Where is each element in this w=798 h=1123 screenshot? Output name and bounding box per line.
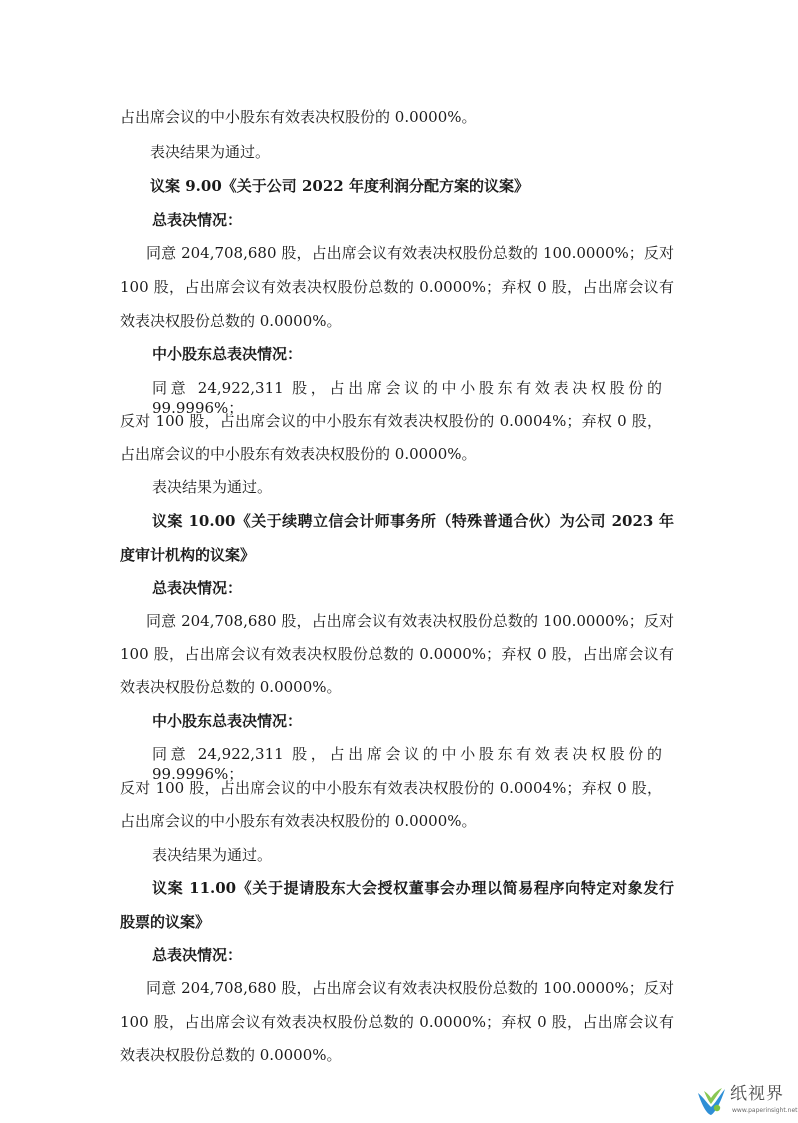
paragraph-line: 100 股，占出席会议有效表决权股份总数的 0.0000%；弃权 0 股，占出席会议有 bbox=[120, 1013, 674, 1031]
total-vote-heading: 总表决情况： bbox=[152, 211, 243, 229]
paragraph-line: 同意 24,922,311 股，占出席会议的中小股东有效表决权股份的 99.9996%； bbox=[152, 745, 662, 783]
paragraph-line: 占出席会议的中小股东有效表决权股份的 0.0000%。 bbox=[120, 445, 477, 463]
watermark-logo bbox=[694, 1082, 798, 1122]
paragraph-line: 反对 100 股，占出席会议的中小股东有效表决权股份的 0.0004%；弃权 0 股， bbox=[120, 412, 662, 430]
minority-vote-heading: 中小股东总表决情况： bbox=[152, 345, 303, 363]
paragraph-line: 反对 100 股，占出席会议的中小股东有效表决权股份的 0.0004%；弃权 0 股， bbox=[120, 779, 662, 797]
paragraph-line: 同意 204,708,680 股，占出席会议有效表决权股份总数的 100.0000%；反对 bbox=[146, 979, 674, 997]
paragraph-line: 同意 24,922,311 股，占出席会议的中小股东有效表决权股份的 99.9996%； bbox=[152, 379, 662, 417]
proposal-heading-9: 议案 9.00《关于公司 2022 年度利润分配方案的议案》 bbox=[150, 177, 529, 195]
minority-vote-heading: 中小股东总表决情况： bbox=[152, 712, 303, 730]
proposal-heading-11-cont: 股票的议案》 bbox=[120, 913, 211, 931]
paragraph-line: 100 股，占出席会议有效表决权股份总数的 0.0000%；弃权 0 股，占出席会议有 bbox=[120, 278, 674, 296]
vote-result: 表决结果为通过。 bbox=[150, 143, 271, 161]
proposal-heading-10-cont: 度审计机构的议案》 bbox=[120, 546, 256, 564]
paragraph-line: 效表决权股份总数的 0.0000%。 bbox=[120, 1046, 342, 1064]
watermark-title: 纸视界 bbox=[730, 1084, 784, 1104]
paragraph-line: 占出席会议的中小股东有效表决权股份的 0.0000%。 bbox=[120, 108, 477, 126]
total-vote-heading: 总表决情况： bbox=[152, 579, 243, 597]
total-vote-heading: 总表决情况： bbox=[152, 946, 243, 964]
proposal-heading-10: 议案 10.00《关于续聘立信会计师事务所（特殊普通合伙）为公司 2023 年 bbox=[152, 512, 674, 530]
paperinsight-logo-icon bbox=[694, 1084, 728, 1118]
vote-result: 表决结果为通过。 bbox=[152, 846, 273, 864]
paragraph-line: 100 股，占出席会议有效表决权股份总数的 0.0000%；弃权 0 股，占出席会议有 bbox=[120, 645, 674, 663]
paragraph-line: 同意 204,708,680 股，占出席会议有效表决权股份总数的 100.0000%；反对 bbox=[146, 244, 674, 262]
paragraph-line: 效表决权股份总数的 0.0000%。 bbox=[120, 312, 342, 330]
vote-result: 表决结果为通过。 bbox=[152, 478, 273, 496]
proposal-heading-11: 议案 11.00《关于提请股东大会授权董事会办理以简易程序向特定对象发行 bbox=[152, 879, 674, 897]
paragraph-line: 同意 204,708,680 股，占出席会议有效表决权股份总数的 100.0000%；反对 bbox=[146, 612, 674, 630]
paragraph-line: 效表决权股份总数的 0.0000%。 bbox=[120, 678, 342, 696]
watermark-url: www.paperinsight.net bbox=[732, 1107, 798, 1114]
paragraph-line: 占出席会议的中小股东有效表决权股份的 0.0000%。 bbox=[120, 812, 477, 830]
